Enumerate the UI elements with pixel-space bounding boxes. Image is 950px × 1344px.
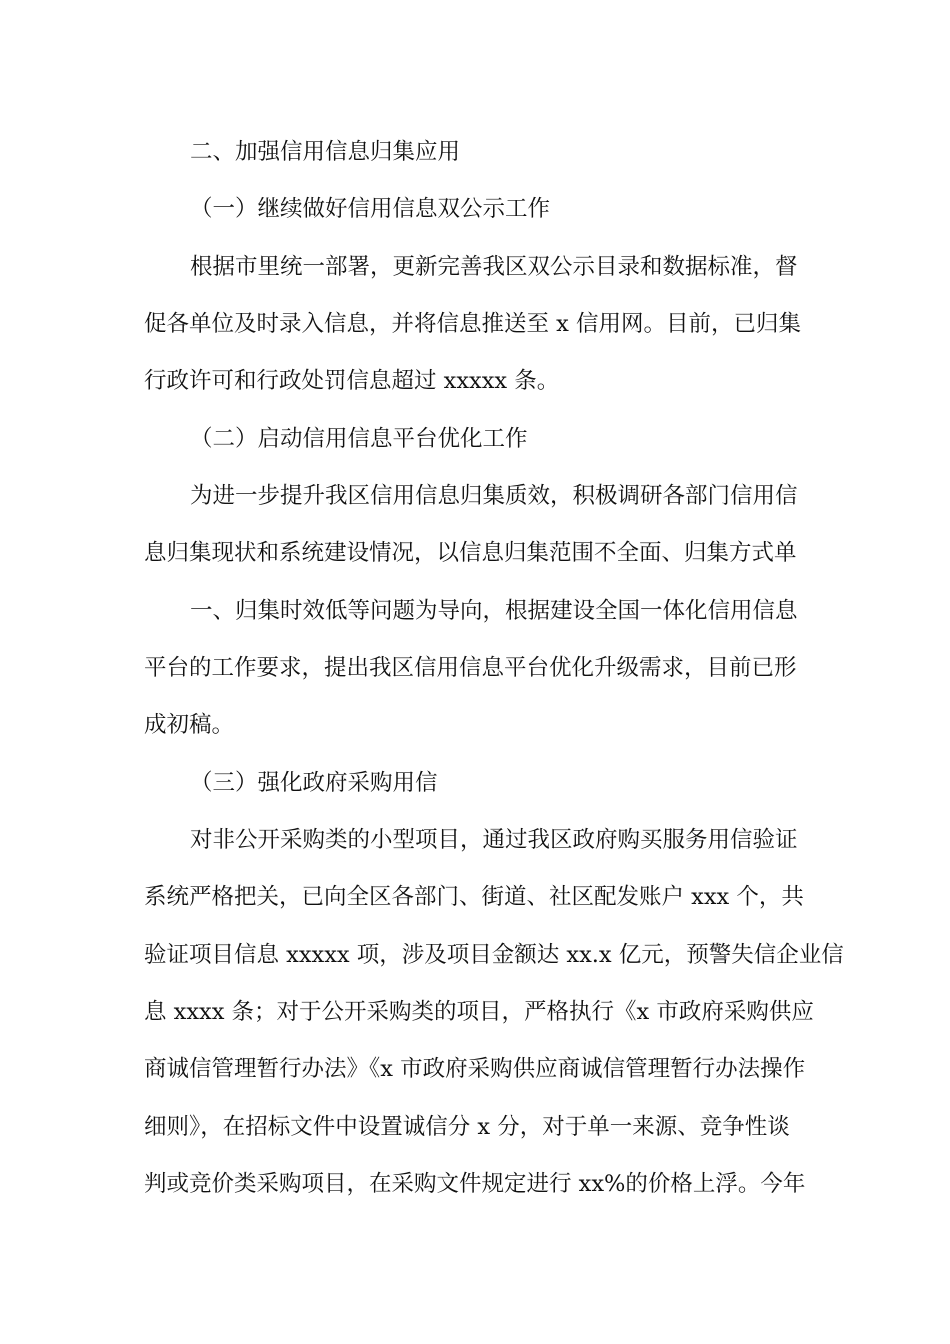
paragraph-line: 根据市里统一部署，更新完善我区双公示目录和数据标准，督 [190, 254, 798, 280]
paragraph-line: 促各单位及时录入信息，并将信息推送至 x 信用网。目前，已归集 [144, 311, 801, 337]
paragraph-line: 一、归集时效低等问题为导向，根据建设全国一体化信用信息 [190, 598, 798, 624]
paragraph-line: 验证项目信息 xxxxx 项，涉及项目金额达 xx.x 亿元，预警失信企业信 [144, 942, 844, 968]
paragraph-line: 成初稿。 [144, 712, 235, 738]
paragraph-line: 对非公开采购类的小型项目，通过我区政府购买服务用信验证 [190, 827, 798, 853]
paragraph-line: 为进一步提升我区信用信息归集质效，积极调研各部门信用信 [190, 483, 798, 509]
paragraph-line: 行政许可和行政处罚信息超过 xxxxx 条。 [144, 368, 560, 394]
section-heading: 二、加强信用信息归集应用 [190, 139, 461, 165]
paragraph-line: 商诚信管理暂行办法》《x 市政府采购供应商诚信管理暂行办法操作 [144, 1056, 806, 1082]
paragraph-line: 平台的工作要求，提出我区信用信息平台优化升级需求，目前已形 [144, 655, 797, 681]
subsection-heading: （三）强化政府采购用信 [190, 770, 438, 796]
paragraph-line: 息 xxxx 条；对于公开采购类的项目，严格执行《x 市政府采购供应 [144, 999, 814, 1025]
paragraph-line: 判或竞价类采购项目，在采购文件规定进行 xx%的价格上浮。今年 [144, 1171, 806, 1197]
paragraph-line: 系统严格把关，已向全区各部门、街道、社区配发账户 xxx 个，共 [144, 884, 804, 910]
subsection-heading: （一）继续做好信用信息双公示工作 [190, 196, 551, 222]
paragraph-line: 细则》，在招标文件中设置诚信分 x 分，对于单一来源、竞争性谈 [144, 1114, 790, 1140]
paragraph-line: 息归集现状和系统建设情况，以信息归集范围不全面、归集方式单 [144, 540, 797, 566]
subsection-heading: （二）启动信用信息平台优化工作 [190, 426, 528, 452]
